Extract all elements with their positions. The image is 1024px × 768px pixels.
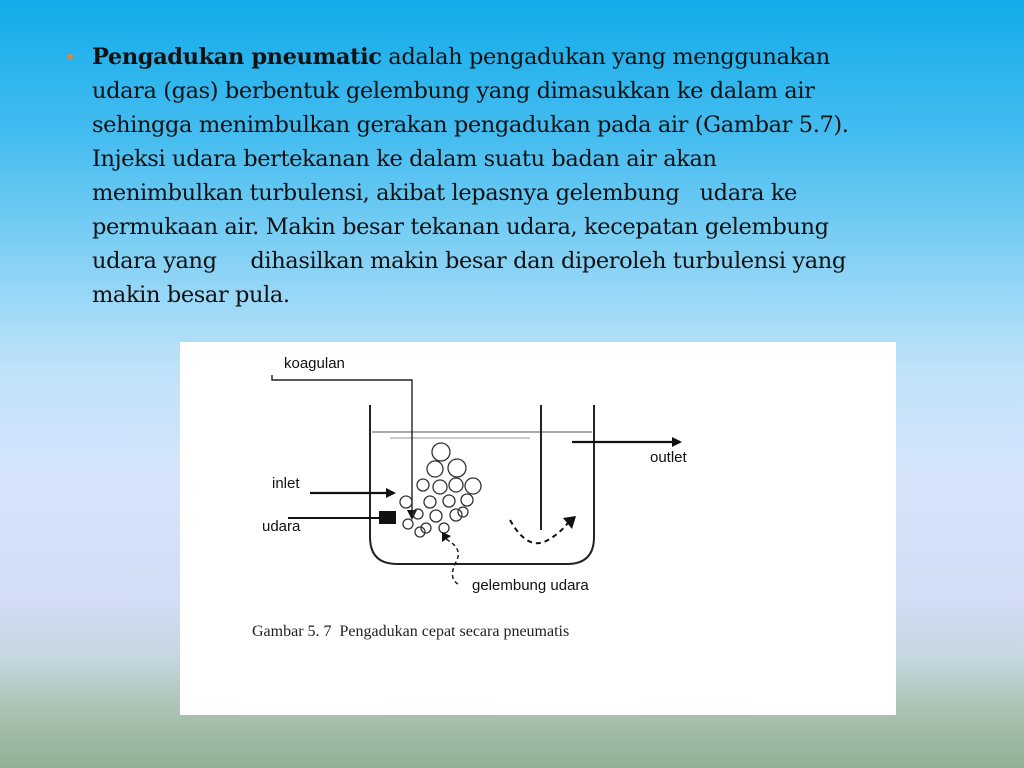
paragraph-line-5: menimbulkan turbulensi, akibat lepasnya gelembung udara ke — [92, 180, 797, 206]
diffuser — [379, 511, 396, 524]
label-koagulan: koagulan — [284, 355, 345, 372]
slide-text-block — [62, 40, 962, 312]
paragraph-line-6: permukaan air. Makin besar tekanan udara, kecepatan gelembung — [92, 214, 829, 240]
koagulan-pipe — [272, 375, 412, 518]
paragraph-line-3: sehingga menimbulkan gerakan pengadukan pada air (Gambar 5.7). — [92, 112, 849, 138]
paragraph-line-7: udara yang dihasilkan makin besar dan diperoleh turbulensi yang — [92, 248, 846, 274]
label-gelembung-udara: gelembung udara — [472, 577, 589, 594]
bubble-pointer — [444, 538, 458, 584]
bullet-icon: • — [64, 45, 76, 69]
label-outlet: outlet — [650, 449, 687, 466]
figure-pneumatic-mixing — [180, 342, 896, 715]
paragraph-line-8: makin besar pula. — [92, 282, 290, 308]
bullet-paragraph — [92, 40, 962, 312]
paragraph-line-1: adalah pengadukan yang menggunakan — [381, 44, 830, 70]
tank-outline — [370, 405, 594, 564]
paragraph-term: Pengadukan pneumatic — [92, 44, 382, 70]
label-udara: udara — [262, 518, 301, 535]
bullet-item — [62, 40, 962, 312]
circulation-arrow-head — [563, 516, 576, 529]
paragraph-line-4: Injeksi udara bertekanan ke dalam suatu badan air akan — [92, 146, 717, 172]
diagram-svg — [180, 342, 896, 715]
label-inlet: inlet — [272, 475, 300, 492]
figure-caption: Gambar 5. 7 Pengadukan cepat secara pneumatis — [252, 623, 570, 640]
paragraph-line-2: udara (gas) berbentuk gelembung yang dimasukkan ke dalam air — [92, 78, 815, 104]
